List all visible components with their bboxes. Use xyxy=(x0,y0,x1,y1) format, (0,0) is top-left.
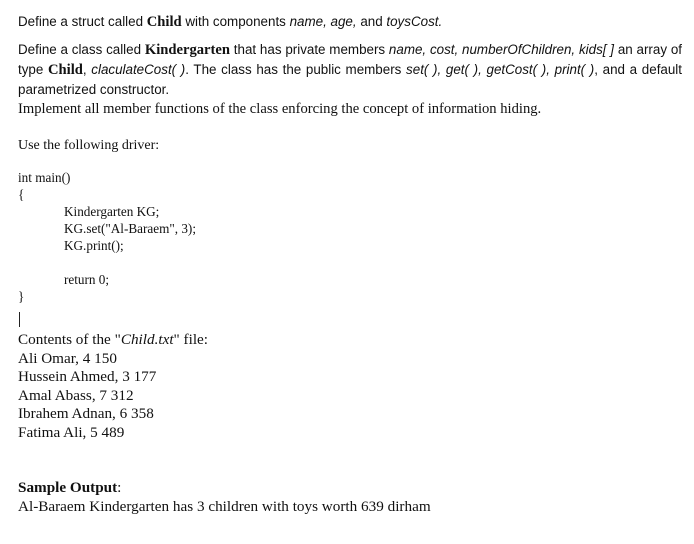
code-line: int main() xyxy=(18,170,71,185)
text-cursor xyxy=(19,312,20,327)
sample-output-text: Al-Baraem Kindergarten has 3 children with toys worth 639 dirham xyxy=(18,498,431,515)
code-line: KG.set("Al-Baraem", 3); xyxy=(64,221,196,236)
code-line: return 0; xyxy=(64,272,110,287)
struct-definition-paragraph: Define a struct called Child with components name, age, and toysCost. xyxy=(18,14,443,30)
class-definition-paragraph: Define a class called Kindergarten that has private members name, cost, numberOfChildren, kids[ ] an array of type Child, claculateCost( ). The class has the public members set( ), get( ), getCost( ), print( ), and a default parametrized constructor. xyxy=(18,42,682,98)
driver-code-block xyxy=(18,169,196,305)
implementation-instruction: Implement all member functions of the class enforcing the concept of information hiding. xyxy=(18,101,542,117)
sample-output-label-row: Sample Output: xyxy=(18,479,122,496)
code-line: { xyxy=(18,187,25,202)
sample-output-section xyxy=(18,478,431,516)
driver-intro: Use the following driver: xyxy=(18,138,160,153)
code-line: Kindergarten KG; xyxy=(64,204,160,219)
code-line-blank xyxy=(18,254,196,271)
file-line: Ibrahem Adnan, 6 358 xyxy=(18,405,154,423)
code-line: } xyxy=(18,289,25,304)
file-contents-label: Contents of the "Child.txt" file: xyxy=(18,331,209,348)
file-line: Ali Omar, 4 150 xyxy=(18,349,117,367)
code-line: KG.print(); xyxy=(64,238,124,253)
file-line: Fatima Ali, 5 489 xyxy=(18,423,125,441)
file-line: Hussein Ahmed, 3 177 xyxy=(18,368,157,386)
file-contents-section xyxy=(18,331,208,443)
file-line: Amal Abass, 7 312 xyxy=(18,386,134,404)
